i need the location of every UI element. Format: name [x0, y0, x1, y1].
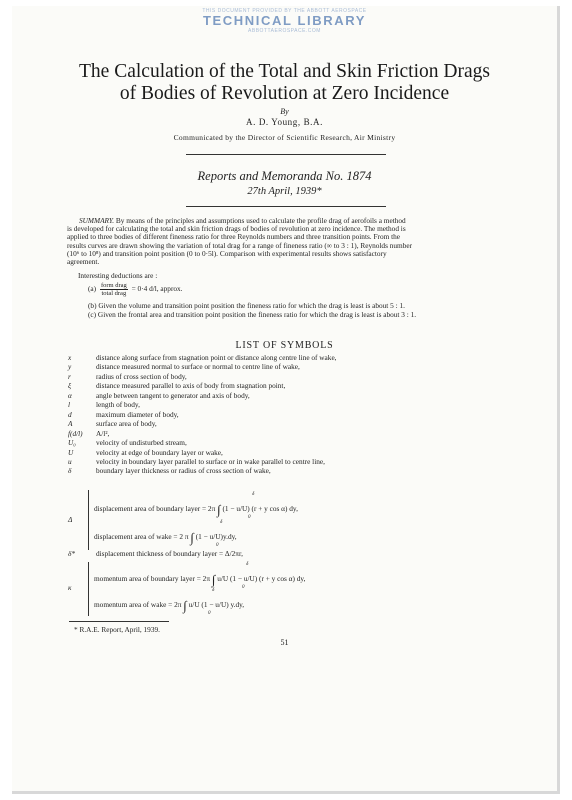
symbol: y	[68, 362, 72, 372]
symbol-definition: length of body,	[96, 400, 140, 410]
integral-upper-limit: δ	[220, 520, 223, 525]
symbol-row	[68, 382, 285, 390]
formula-text: momentum area of boundary layer = 2π	[94, 574, 210, 583]
integral-lower-limit: 0	[208, 611, 211, 616]
symbol-row	[68, 411, 179, 419]
integral-lower-limit: 0	[216, 543, 219, 548]
symbol-row	[68, 392, 250, 400]
kappa-formula-boundary	[94, 572, 305, 588]
deduction-a-label: (a)	[88, 284, 97, 294]
symbol: d	[68, 409, 72, 419]
symbol-definition: radius of cross section of body,	[96, 371, 187, 381]
drag-fraction	[100, 282, 128, 297]
fraction-denominator: total drag	[101, 290, 127, 297]
title-line-2: of Bodies of Revolution at Zero Incidence	[119, 83, 450, 104]
symbol-row	[68, 430, 109, 438]
symbol-row	[68, 401, 140, 409]
kappa-symbol: κ	[68, 583, 72, 592]
library-watermark	[12, 6, 557, 34]
symbol-definition: A/l²,	[96, 428, 110, 438]
symbol-definition: distance along surface from stagnation point or distance along centre line of wake,	[96, 353, 337, 362]
integral-upper-limit: δ	[212, 588, 215, 593]
watermark-main-text: TECHNICAL LIBRARY	[203, 13, 366, 28]
list-of-symbols-heading: LIST OF SYMBOLS	[235, 340, 334, 351]
summary-paragraph	[67, 217, 507, 266]
deductions-intro: Interesting deductions are :	[78, 271, 158, 280]
title-line-1: The Calculation of the Total and Skin Friction Drags	[79, 61, 490, 82]
footnote: * R.A.E. Report, April, 1939.	[74, 625, 160, 634]
by-label: By	[280, 107, 289, 116]
formula-integrand: u/U (1 − u/U) y.dy,	[188, 600, 245, 609]
kappa-formula-wake	[94, 598, 244, 614]
symbol: U	[68, 447, 74, 457]
summary-line: By means of the principles and assumptions used to calculate the profile drag of aerofoils a method	[115, 216, 406, 225]
integral-sign: ∫	[190, 530, 194, 545]
communicated-by: Communicated by the Director of Scientific Research, Air Ministry	[173, 133, 396, 142]
symbol-row	[68, 354, 337, 362]
symbol-delta-star	[68, 550, 243, 558]
page-number: 51	[280, 638, 289, 647]
watermark-top-text: THIS DOCUMENT PROVIDED BY THE ABBOTT AEROSPACE	[202, 8, 367, 14]
integral-sign: ∫	[183, 598, 187, 613]
integral-sign: ∫	[217, 502, 221, 517]
watermark-url: ABBOTTAEROSPACE.COM	[248, 28, 321, 34]
deduction-a	[88, 282, 183, 297]
symbol-row	[68, 363, 300, 371]
summary-line: applied to three bodies of different fineness ratio for three Reynolds numbers and three transition points. From the	[67, 232, 401, 242]
symbol-definition: distance measured parallel to axis of body from stagnation point,	[96, 381, 286, 391]
symbol-row	[68, 449, 223, 457]
divider-rule	[186, 154, 386, 155]
symbol-row	[68, 458, 325, 466]
symbol: x	[68, 353, 72, 362]
symbol: l	[68, 400, 71, 410]
footnote-rule	[69, 621, 169, 622]
integral-upper-limit: δ	[246, 562, 249, 567]
delta-formula-boundary	[94, 502, 298, 518]
symbol: δ	[68, 466, 72, 476]
symbol-delta	[68, 516, 96, 524]
deduction-b: (b) Given the volume and transition point position the fineness ratio for which the drag is least is about 5 : 1.	[88, 301, 405, 310]
integral-lower-limit: 0	[242, 585, 245, 590]
symbol: α	[68, 390, 72, 400]
integral-lower-limit: 0	[248, 515, 251, 520]
report-date: 27th April, 1939*	[247, 186, 322, 197]
delta-symbol: Δ	[68, 515, 73, 524]
formula-integrand: (1 − u/U) (r + y cos α) dy,	[222, 504, 298, 513]
delta-star-symbol: δ*	[68, 549, 76, 558]
symbol: ξ	[68, 381, 72, 391]
integral-upper-limit: δ	[252, 492, 255, 497]
formula-text: displacement area of wake = 2 π	[94, 532, 189, 541]
symbol: f(d/l)	[68, 428, 83, 438]
symbol-definition: velocity of undisturbed stream,	[96, 438, 187, 448]
symbol: U₀	[68, 438, 76, 448]
symbol-definition: velocity at edge of boundary layer or wake,	[96, 447, 223, 457]
deduction-c: (c) Given the frontal area and transition point position the fineness ratio for which the drag is least is about 3 : 1.	[88, 310, 417, 319]
symbol: u	[68, 456, 72, 466]
formula-text: momentum area of wake = 2π	[94, 600, 182, 609]
integral-sign: ∫	[211, 572, 216, 587]
symbol: A	[68, 419, 73, 429]
formula-integrand: (1 − u/U)y.dy,	[195, 532, 237, 541]
symbol-row	[68, 420, 157, 428]
symbol-definition: maximum diameter of body,	[96, 409, 179, 419]
formula-text: displacement area of boundary layer = 2π	[94, 504, 216, 513]
fraction-numerator: form drag	[100, 282, 127, 289]
symbol: r	[68, 371, 71, 381]
summary-line: results curves are drawn showing the variation of total drag for a range of fineness ratio (∞ to 3 : 1), Reynolds number	[67, 240, 413, 250]
symbol-row	[68, 373, 187, 381]
document-page	[12, 6, 560, 794]
symbol-definition: distance measured normal to surface or normal to centre line of wake,	[96, 362, 300, 372]
author: A. D. Young, B.A.	[246, 117, 323, 127]
symbol-row	[68, 439, 187, 447]
delta-star-description: displacement thickness of boundary layer = Δ/2πr,	[96, 549, 243, 558]
summary-line: (10⁶ to 10⁸) and transition point position (0 to 0·5l). Comparison with experimental results shows satisfactory	[67, 248, 387, 258]
symbol-definition: boundary layer thickness or radius of cross section of wake,	[96, 466, 271, 476]
symbol-row	[68, 467, 271, 475]
summary-line: agreement.	[67, 257, 100, 267]
symbol-definition: surface area of body,	[96, 419, 157, 429]
summary-lead: SUMMARY.	[79, 216, 115, 225]
summary-line: is developed for calculating the total and skin friction drags of bodies of revolution at zero incidence. The method is	[67, 224, 406, 234]
symbol-definition: angle between tangent to generator and axis of body,	[96, 390, 250, 400]
divider-rule	[186, 206, 386, 207]
formula-integrand: u/U (1 − u/U) (r + y cos α) dy,	[217, 574, 306, 583]
paper-title	[12, 61, 557, 105]
report-number: Reports and Memoranda No. 1874	[197, 169, 372, 183]
symbol-kappa	[68, 584, 96, 592]
symbol-definition: velocity in boundary layer parallel to surface or in wake parallel to centre line,	[96, 456, 325, 466]
deduction-a-value: = 0·4 d/l, approx.	[131, 284, 183, 294]
